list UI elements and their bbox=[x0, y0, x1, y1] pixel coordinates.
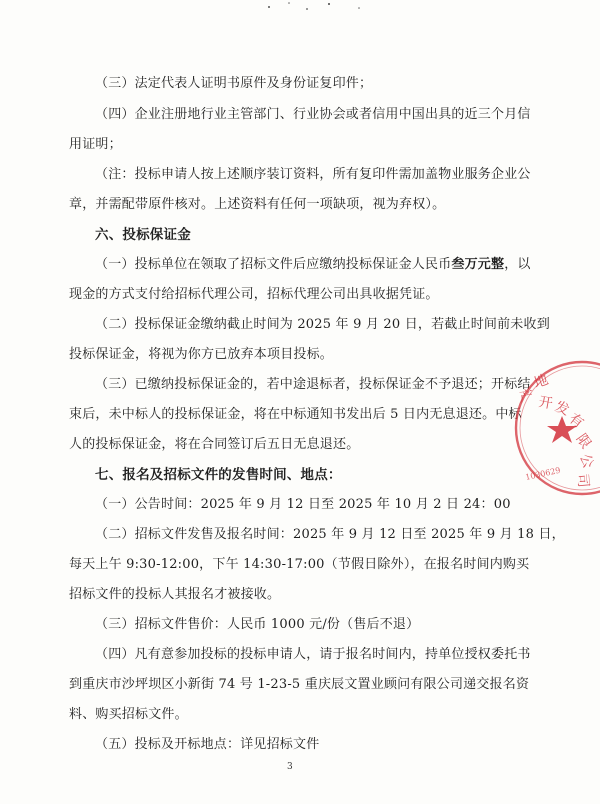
item-credit-proof-cont: 用证明； bbox=[69, 137, 122, 152]
document-price: （三）招标文件售价：人民币 1000 元/份（售后不退） bbox=[95, 617, 420, 632]
svg-text:有: 有 bbox=[565, 410, 587, 432]
svg-text:公: 公 bbox=[576, 451, 597, 471]
deposit-amount-paragraph bbox=[95, 256, 531, 274]
deposit-refund-3: 人的投标保证金，将在合同签订后五日无息退还。 bbox=[69, 437, 360, 452]
section-7-heading: 七、报名及招标文件的发售时间、地点： bbox=[95, 467, 342, 483]
item-credit-proof: （四）企业注册地行业主管部门、行业协会或者信用中国出具的近三个月信 bbox=[95, 107, 531, 122]
svg-text:产: 产 bbox=[518, 388, 535, 406]
deposit-amount: 叁万元整 bbox=[451, 257, 505, 272]
sale-daily-hours: 每天上午 9:30-12:00，下午 14:30-17:00（节假日除外），在报名时间内购买 bbox=[69, 557, 530, 572]
item-legal-rep-certificate: （三）法定代表人证明书原件及身份证复印件； bbox=[95, 76, 373, 91]
svg-text:1030629: 1030629 bbox=[524, 465, 562, 482]
registration-address: 到重庆市沙坪坝区小新街 74 号 1-23-5 重庆辰文置业顾问有限公司递交报名资 bbox=[69, 677, 530, 692]
registration-instructions: （四）凡有意参加投标的投标申请人，请于报名时间内，持单位授权委托书 bbox=[95, 647, 531, 662]
svg-text:地: 地 bbox=[531, 371, 551, 392]
deposit-payment-method: 现金的方式支付给招标代理公司，招标代理公司出具收据凭证。 bbox=[69, 287, 439, 302]
deposit-prefix: （一）投标单位在领取了招标文件后应缴纳投标保证金人民币 bbox=[95, 257, 452, 272]
note-line-1: （注：投标申请人按上述顺序装订资料，所有复印件需加盖物业服务企业公 bbox=[95, 167, 531, 182]
svg-text:司: 司 bbox=[574, 472, 592, 489]
deposit-deadline-cont: 投标保证金，将视为你方已放弃本项目投标。 bbox=[69, 347, 334, 362]
svg-text:限: 限 bbox=[572, 431, 594, 452]
svg-text:开: 开 bbox=[537, 394, 554, 413]
page-number: 3 bbox=[287, 762, 293, 772]
section-6-heading: 六、投标保证金 bbox=[95, 227, 191, 243]
bid-opening-location: （五）投标及开标地点：详见招标文件 bbox=[95, 737, 320, 752]
sale-acceptance-note: 招标文件的投标人其报名才被接收。 bbox=[69, 587, 281, 602]
company-seal-stamp bbox=[496, 358, 600, 498]
deposit-refund-2: 束后，未中标人的投标保证金，将在中标通知书发出后 5 日内无息退还。中标 bbox=[69, 407, 522, 422]
sale-registration-time: （二）招标文件发售及报名时间：2025 年 9 月 12 日至 2025 年 9 月 18 日， bbox=[95, 527, 565, 542]
note-line-2: 章，并需配带原件核对。上述资料有任何一项缺项，视为弃权）。 bbox=[69, 197, 446, 212]
deposit-suffix: ，以 bbox=[504, 257, 531, 272]
registration-address-cont: 料、购买招标文件。 bbox=[69, 707, 188, 722]
deposit-deadline: （二）投标保证金缴纳截止时间为 2025 年 9 月 20 日，若截止时间前未收到 bbox=[95, 317, 550, 332]
deposit-refund-1: （三）已缴纳投标保证金的，若中途退标者，投标保证金不予退还；开标结 bbox=[95, 377, 531, 392]
announcement-period: （一）公告时间：2025 年 9 月 12 日至 2025 年 10 月 2 日 24：00 bbox=[95, 497, 511, 512]
scan-specks bbox=[255, 0, 375, 14]
svg-text:发: 发 bbox=[552, 398, 572, 419]
